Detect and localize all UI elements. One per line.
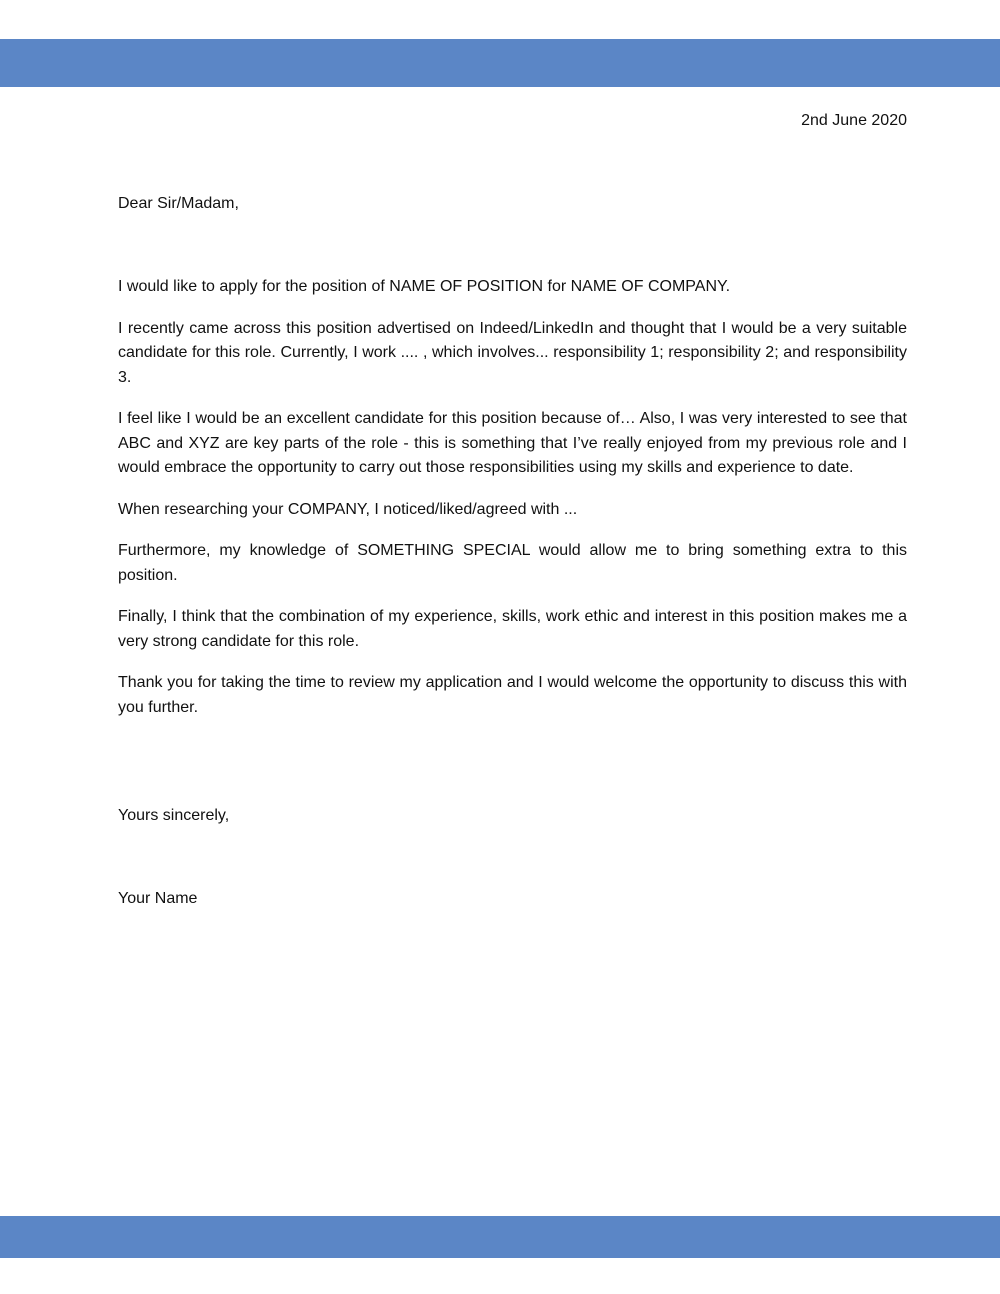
paragraph-company-research: When researching your COMPANY, I noticed/liked/agreed with ...: [118, 500, 578, 518]
paragraph-suitability: I feel like I would be an excellent candidate for this position because of… Also, I was very interested to see that ABC and XYZ are key parts of the role - this is something that I’ve really enjoyed from my previous role and I would embrace the opportunity to carry out those responsibilities using my skills and experience to date.: [118, 410, 907, 476]
letter-body: [118, 275, 907, 737]
paragraph-special-knowledge: Furthermore, my knowledge of SOMETHING SPECIAL would allow me to bring something extra to this position.: [118, 542, 907, 584]
header-band: [0, 39, 1000, 87]
paragraph-thanks: Thank you for taking the time to review my application and I would welcome the opportunity to discuss this with you further.: [118, 674, 907, 716]
footer-band: [0, 1216, 1000, 1258]
salutation: Dear Sir/Madam,: [118, 195, 239, 212]
signature-name: Your Name: [118, 890, 198, 907]
letter-date: 2nd June 2020: [801, 112, 907, 129]
paragraph-intro: I would like to apply for the position of NAME OF POSITION for NAME OF COMPANY.: [118, 278, 731, 295]
closing: Yours sincerely,: [118, 807, 230, 824]
paragraph-current-role: I recently came across this position advertised on Indeed/LinkedIn and thought that I would be a very suitable candidate for this role. Currently, I work .... , which involves... responsibility 1; responsibility 2; and responsibility 3.: [118, 319, 907, 386]
paragraph-summary: Finally, I think that the combination of my experience, skills, work ethic and interest in this position makes me a very strong candidate for this role.: [118, 608, 907, 650]
